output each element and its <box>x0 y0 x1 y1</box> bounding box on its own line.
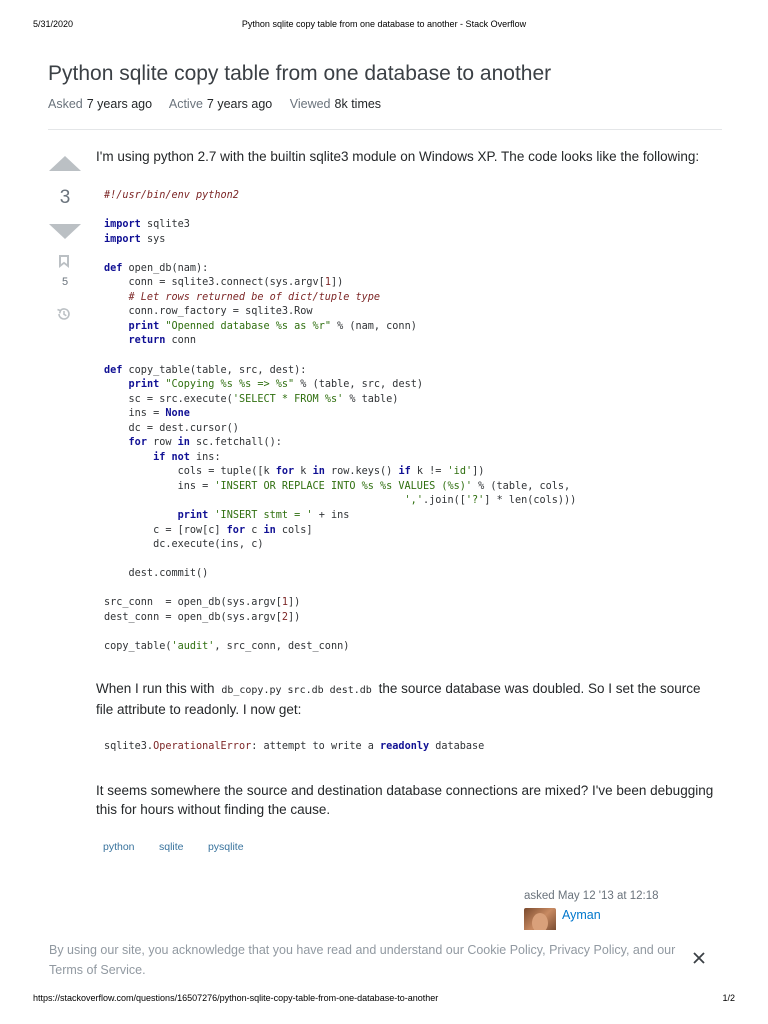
code-line: dest_conn = open_db(sys.argv[2]) <box>104 611 301 623</box>
run-command: db_copy.py src.db dest.db <box>218 685 375 696</box>
code-line: #!/usr/bin/env python2 <box>104 190 239 201</box>
bookmark-count: 5 <box>61 276 69 288</box>
bookmark-icon[interactable] <box>59 255 69 268</box>
code-line: print 'INSERT stmt = ' + ins <box>177 510 350 522</box>
code-line: import sqlite3 <box>104 219 190 231</box>
vote-down-arrow-icon[interactable] <box>49 224 81 239</box>
tag-sqlite[interactable]: sqlite <box>152 839 191 855</box>
print-page-number: 1/2 <box>722 993 735 1003</box>
code-line: dc.execute(ins, c) <box>104 539 264 551</box>
print-url: https://stackoverflow.com/questions/16507276/python-sqlite-copy-table-from-one-database-to-another <box>33 993 439 1003</box>
error-block <box>96 740 724 754</box>
code-line: copy_table('audit', src_conn, dest_conn) <box>104 640 350 652</box>
code-line: dc = dest.cursor() <box>104 422 239 434</box>
cookie-banner <box>0 930 768 985</box>
code-line: src_conn = open_db(sys.argv[1]) <box>104 597 301 609</box>
code-line: import sys <box>104 233 166 245</box>
print-header <box>0 19 768 33</box>
code-line: for row in sc.fetchall(): <box>128 437 282 449</box>
code-line: conn.row_factory = sqlite3.Row <box>104 306 313 318</box>
active-label: Active <box>168 97 203 111</box>
tag-python[interactable]: python <box>96 839 142 855</box>
code-line: ins = None <box>104 408 190 420</box>
error-end: database <box>429 741 485 752</box>
code-line: def copy_table(table, src, dest): <box>104 364 307 376</box>
active-value[interactable]: 7 years ago <box>206 97 273 111</box>
asked-label: Asked <box>48 97 83 111</box>
owner-signature <box>524 890 724 922</box>
intro-paragraph: I'm using python 2.7 with the builtin sqlite3 module on Windows XP. The code looks like the following: <box>96 149 700 164</box>
code-line: ','.join(['?'] * len(cols))) <box>404 495 577 507</box>
tag-pysqlite[interactable]: pysqlite <box>201 839 251 855</box>
question-meta <box>48 97 395 111</box>
owner-name[interactable]: Ayman <box>562 908 601 922</box>
run-paragraph <box>96 679 716 719</box>
print-footer <box>0 993 768 1007</box>
code-line: sc = src.execute('SELECT * FROM %s' % table) <box>104 393 399 405</box>
print-title: Python sqlite copy table from one database to another - Stack Overflow <box>241 19 527 29</box>
asked-value: 7 years ago <box>86 97 153 111</box>
code-line: def open_db(nam): <box>104 262 209 274</box>
code-line: print "Openned database %s as %r" % (nam, conn) <box>128 320 417 332</box>
error-keyword: readonly <box>380 741 430 752</box>
print-date: 5/31/2020 <box>33 19 74 29</box>
code-line: conn = sqlite3.connect(sys.argv[1]) <box>104 277 344 289</box>
code-line: # Let rows returned be of dict/tuple type <box>104 291 381 303</box>
viewed-label: Viewed <box>289 97 331 111</box>
cookie-text: By using our site, you acknowledge that you have read and understand our Cookie Policy, Privacy Policy, and our Terms of Service. <box>49 943 676 977</box>
viewed-value: 8k times <box>334 97 382 111</box>
error-prefix: sqlite3. <box>104 741 154 752</box>
run-suffix: the source database was doubled. So I set the source file attribute to readonly. I now get: <box>96 681 701 717</box>
code-block <box>96 189 724 655</box>
code-line: c = [row[c] for c in cols] <box>104 524 313 536</box>
code-line: if not ins: <box>153 451 221 463</box>
history-icon[interactable] <box>56 306 72 322</box>
code-line: print "Copying %s %s => %s" % (table, src, dest) <box>128 379 423 391</box>
tag-list <box>96 837 257 855</box>
asked-timestamp[interactable]: asked May 12 '13 at 12:18 <box>524 890 659 902</box>
code-line: dest.commit() <box>104 568 209 580</box>
vote-count: 3 <box>59 187 71 208</box>
close-icon[interactable] <box>692 951 706 965</box>
conclusion-paragraph: It seems somewhere the source and destination database connections are mixed? I've been debugging this for hours without finding the cause. <box>96 783 714 817</box>
question-title[interactable]: Python sqlite copy table from one database to another <box>48 62 552 85</box>
code-line: ins = 'INSERT OR REPLACE INTO %s %s VALUES (%s)' % (table, cols, <box>104 480 571 492</box>
vote-up-arrow-icon[interactable] <box>49 156 81 171</box>
error-mid: : attempt to write a <box>251 741 381 752</box>
code-line: cols = tuple([k for k in row.keys() if k != 'id']) <box>104 466 485 478</box>
code-line: return conn <box>128 335 197 347</box>
run-prefix: When I run this with <box>96 681 215 696</box>
title-divider <box>48 129 722 130</box>
error-name: OperationalError <box>153 741 252 752</box>
